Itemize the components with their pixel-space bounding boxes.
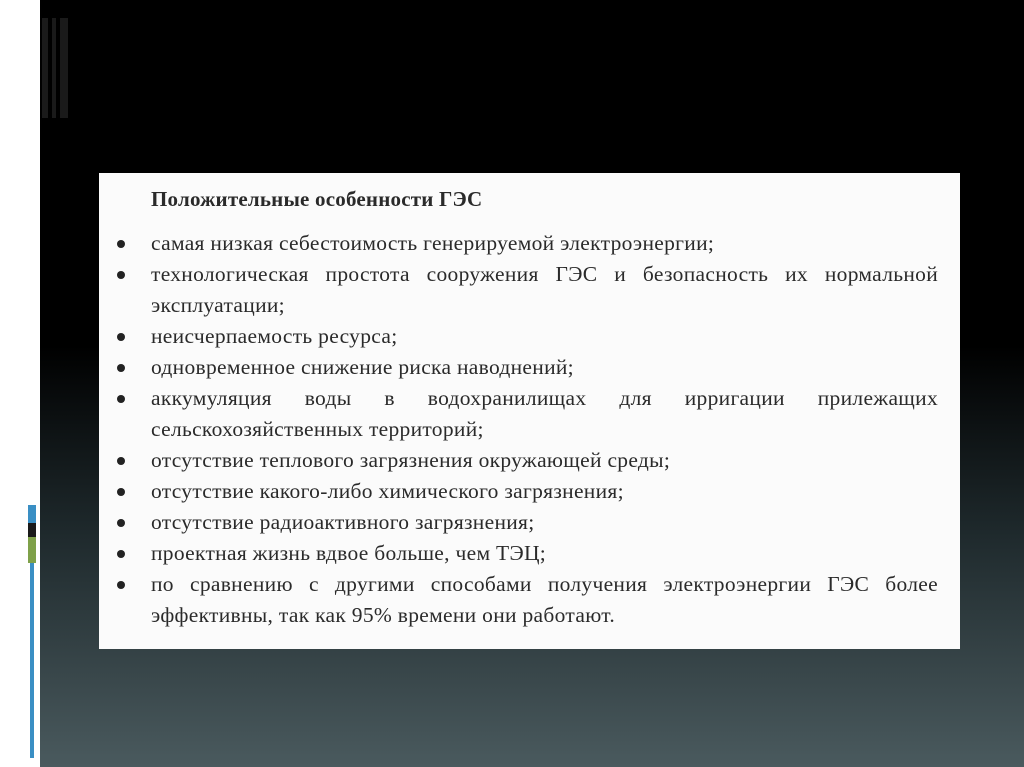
slide-top-decoration	[40, 18, 80, 118]
blue-stripe-decoration	[28, 505, 36, 523]
list-item-text: отсутствие радиоактивного загрязнения;	[151, 510, 535, 534]
list-item-text: технологическая простота сооружения ГЭС и безопасность их нормальной эксплуатации;	[151, 262, 938, 317]
slide-left-decoration	[0, 0, 40, 767]
slide-content-image	[99, 173, 960, 649]
bullet-icon	[117, 457, 125, 465]
list-item-text: аккумуляция воды в водохранилищах для ирригации прилежащих сельскохозяйственных территорий;	[151, 386, 938, 441]
bullet-icon	[117, 364, 125, 372]
bullet-icon	[117, 519, 125, 527]
list-item	[113, 352, 938, 383]
list-item-text: самая низкая себестоимость генерируемой электроэнергии;	[151, 231, 715, 255]
dark-stripe-decoration	[28, 523, 36, 537]
list-item-text: проектная жизнь вдвое больше, чем ТЭЦ;	[151, 541, 547, 565]
slide-heading: Положительные особенности ГЭС	[151, 187, 483, 211]
bullet-icon	[117, 333, 125, 341]
list-item	[113, 321, 938, 352]
bullet-icon	[117, 581, 125, 589]
list-item	[113, 259, 938, 321]
list-item-text: одновременное снижение риска наводнений;	[151, 355, 574, 379]
list-item	[113, 228, 938, 259]
green-stripe-decoration	[28, 537, 36, 563]
bullet-icon	[117, 271, 125, 279]
list-item-text: отсутствие какого-либо химического загрязнения;	[151, 479, 624, 503]
list-item	[113, 476, 938, 507]
bullet-icon	[117, 240, 125, 248]
bullet-icon	[117, 395, 125, 403]
list-item	[113, 507, 938, 538]
list-item-text: по сравнению с другими способами получения электроэнергии ГЭС более эффективны, так как 95% времени они работают.	[151, 572, 938, 627]
bullet-icon	[117, 550, 125, 558]
list-item-text: неисчерпаемость ресурса;	[151, 324, 398, 348]
list-item-text: отсутствие теплового загрязнения окружающей среды;	[151, 448, 671, 472]
list-item	[113, 538, 938, 569]
list-item	[113, 383, 938, 445]
feature-list	[113, 228, 938, 631]
list-item	[113, 445, 938, 476]
blue-line-decoration	[30, 563, 34, 758]
bullet-icon	[117, 488, 125, 496]
list-item	[113, 569, 938, 631]
